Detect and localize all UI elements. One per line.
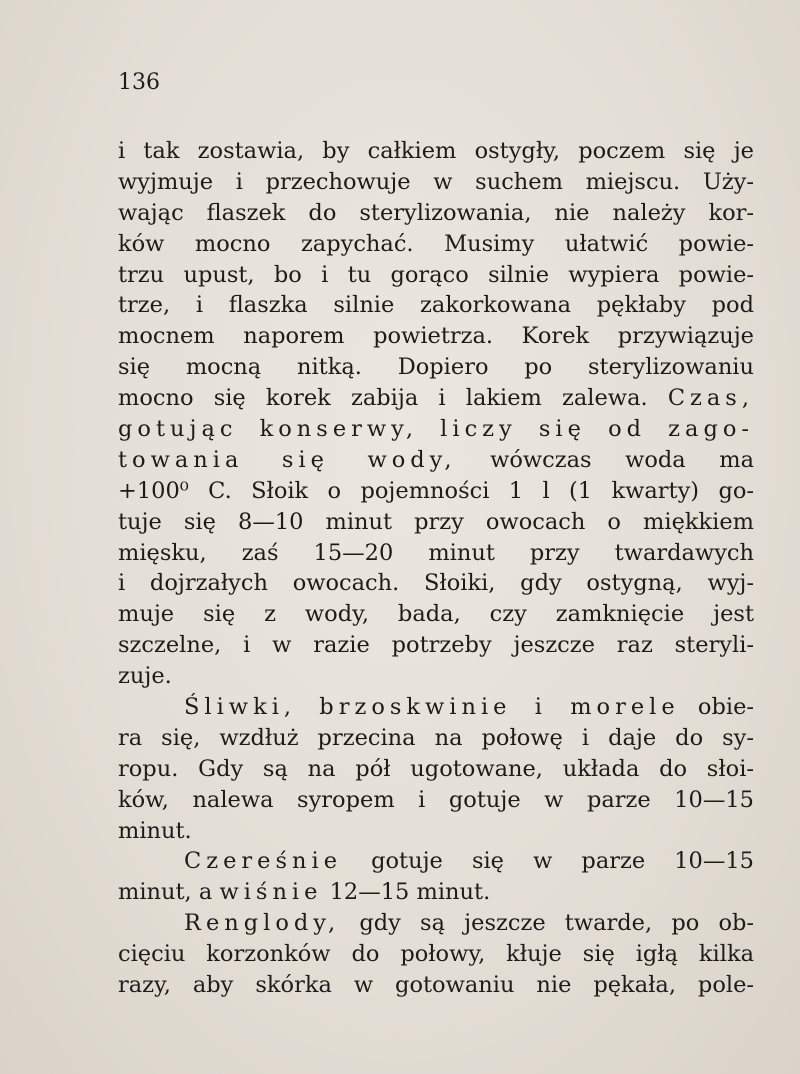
text-line: mocno się korek zabija i lakiem zalewa. Czas,	[118, 385, 754, 412]
text-line: Śliwki, brzoskwinie i morele obie-	[184, 694, 754, 721]
text-line: ków mocno zapychać. Musimy ułatwić powie-	[118, 230, 754, 257]
text-line: trze, i flaszka silnie zakorkowana pękłaby pod	[118, 292, 754, 319]
text-line: tuje się 8—10 minut przy owocach o miękkiem	[118, 508, 754, 535]
text-line: i tak zostawia, by całkiem ostygły, poczem się je	[118, 138, 754, 164]
text-line: zuje.	[118, 663, 172, 690]
text-line: minut, a wiśnie 12—15 minut.	[118, 879, 491, 906]
spaced-term: Śliwki, brzoskwinie i morele	[184, 694, 680, 721]
spaced-term: Czas,	[667, 385, 754, 412]
text-line: ropu. Gdy są na pół ugotowane, układa do słoi-	[118, 755, 754, 782]
text-line: i dojrzałych owocach. Słoiki, gdy ostygną, wyj-	[118, 570, 754, 597]
text-line: wyjmuje i przechowuje w suchem miejscu. Uży-	[118, 168, 754, 195]
text-line: wając flaszek do sterylizowania, nie należy kor-	[118, 199, 754, 226]
body-text	[118, 136, 754, 1001]
text-line: mięsku, zaś 15—20 minut przy twardawych	[118, 539, 754, 566]
text-line: ków, nalewa syropem i gotuje w parze 10—15	[118, 786, 754, 813]
spaced-term: towania się wody,	[118, 446, 457, 473]
page-number: 136	[118, 70, 160, 95]
text-line: razy, aby skórka w gotowaniu nie pękała, pole-	[118, 972, 754, 999]
spaced-term: Czereśnie	[184, 848, 343, 875]
text-line: się mocną nitką. Dopiero po sterylizowaniu	[118, 354, 754, 381]
spaced-term: gotując konserwy, liczy się od zago-	[118, 416, 754, 443]
text-line: ra się, wzdłuż przecina na połowę i daje do sy-	[118, 724, 754, 751]
text-line: trzu upust, bo i tu gorąco silnie wypiera powie-	[118, 261, 754, 288]
text-line: Renglody, gdy są jeszcze twarde, po ob-	[184, 910, 754, 937]
text-line: szczelne, i w razie potrzeby jeszcze raz steryli-	[118, 632, 754, 659]
text-line	[118, 414, 754, 445]
text-line: muje się z wody, bada, czy zamknięcie jest	[118, 601, 754, 628]
text-line: +100⁰ C. Słoik o pojemności 1 l (1 kwarty) go-	[118, 477, 754, 504]
text-line: towania się wody, wówczas woda ma	[118, 446, 754, 473]
text-line: mocnem naporem powietrza. Korek przywiązuje	[118, 323, 754, 350]
text-line: cięciu korzonków do połowy, kłuje się igłą kilka	[118, 941, 754, 968]
text-line: minut.	[118, 817, 192, 844]
spaced-term: wiśnie	[219, 879, 323, 906]
text-line: Czereśnie gotuje się w parze 10—15	[184, 848, 754, 875]
spaced-term: Renglody,	[184, 910, 341, 937]
